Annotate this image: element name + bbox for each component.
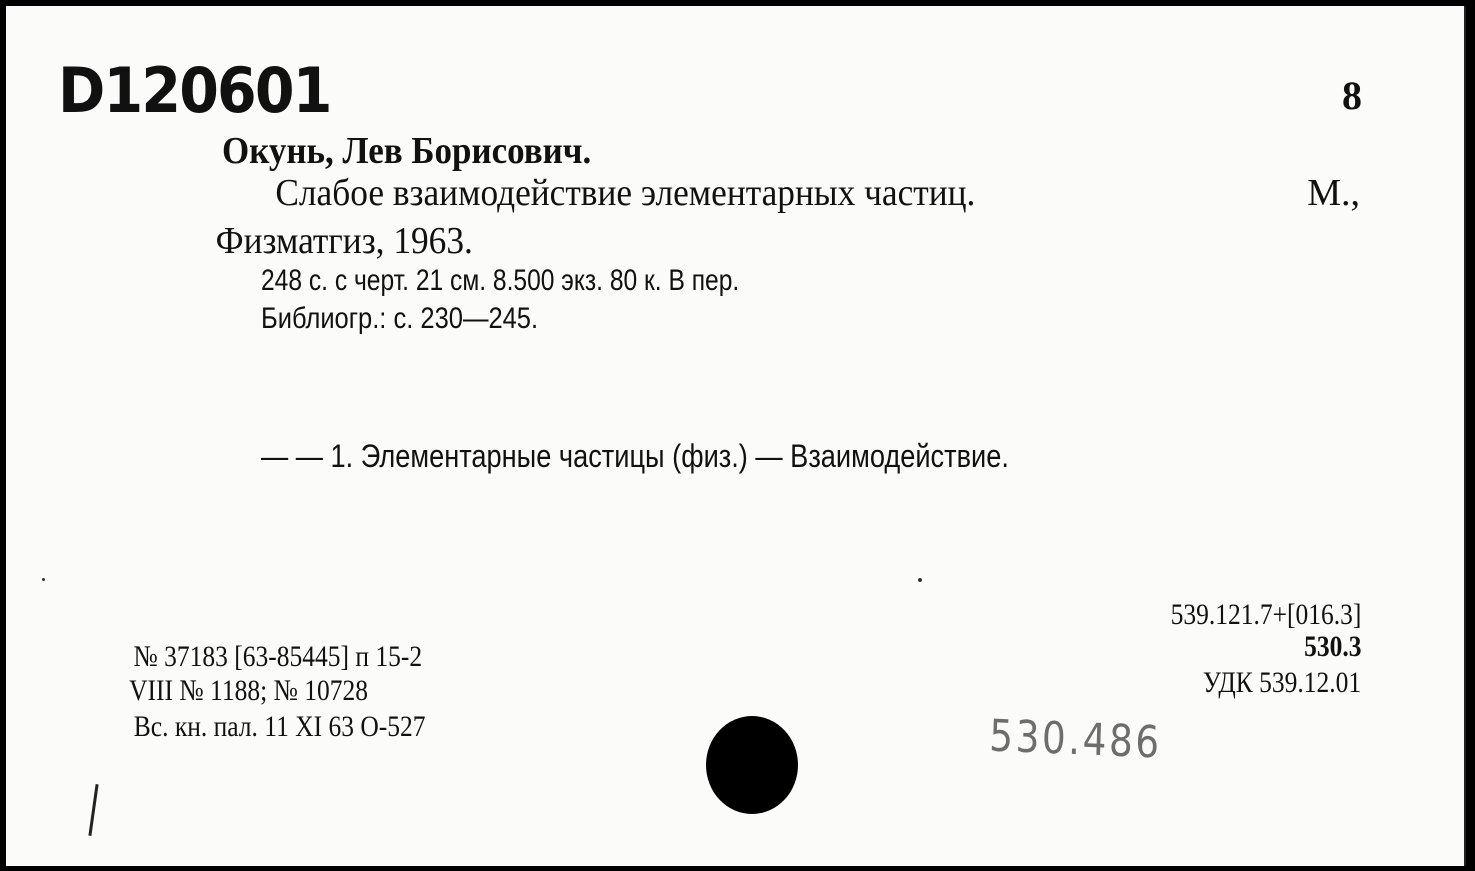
udc-index: УДК 539.12.01 — [1202, 666, 1361, 699]
title-line-2: Физматгиз, 1963. — [215, 220, 473, 262]
registration-line-3: Вс. кн. пал. 11 XI 63 О-527 — [133, 710, 426, 743]
handwritten-shelf-number: 530.486 — [988, 710, 1163, 769]
registration-line-2: VIII № 1188; № 10728 — [129, 674, 369, 707]
ink-speck — [42, 578, 45, 581]
udc-line-1: 539.121.7+[016.3] — [1170, 598, 1361, 631]
catalog-card — [6, 6, 1466, 866]
ink-speck — [918, 578, 922, 582]
title-line-1: Слабое взаимодействие элементарных частиц. — [275, 172, 976, 214]
publication-place: М., — [1307, 172, 1360, 214]
pencil-mark — [88, 784, 98, 836]
physical-description: 248 с. с черт. 21 см. 8.500 экз. 80 к. В пер. — [261, 264, 740, 297]
registration-line-1: № 37183 [63-85445] п 15-2 — [133, 640, 423, 673]
inventory-number: D120601 — [58, 54, 331, 127]
udc-line-2: 530.3 — [1303, 630, 1361, 663]
author-heading: Окунь, Лев Борисович. — [222, 130, 592, 172]
bibliography-note: Библиогр.: с. 230—245. — [261, 302, 539, 335]
subject-heading: — — 1. Элементарные частицы (физ.) — Взаимодействие. — [261, 438, 1009, 474]
punch-hole — [706, 716, 798, 814]
copy-number: 8 — [1342, 73, 1362, 118]
